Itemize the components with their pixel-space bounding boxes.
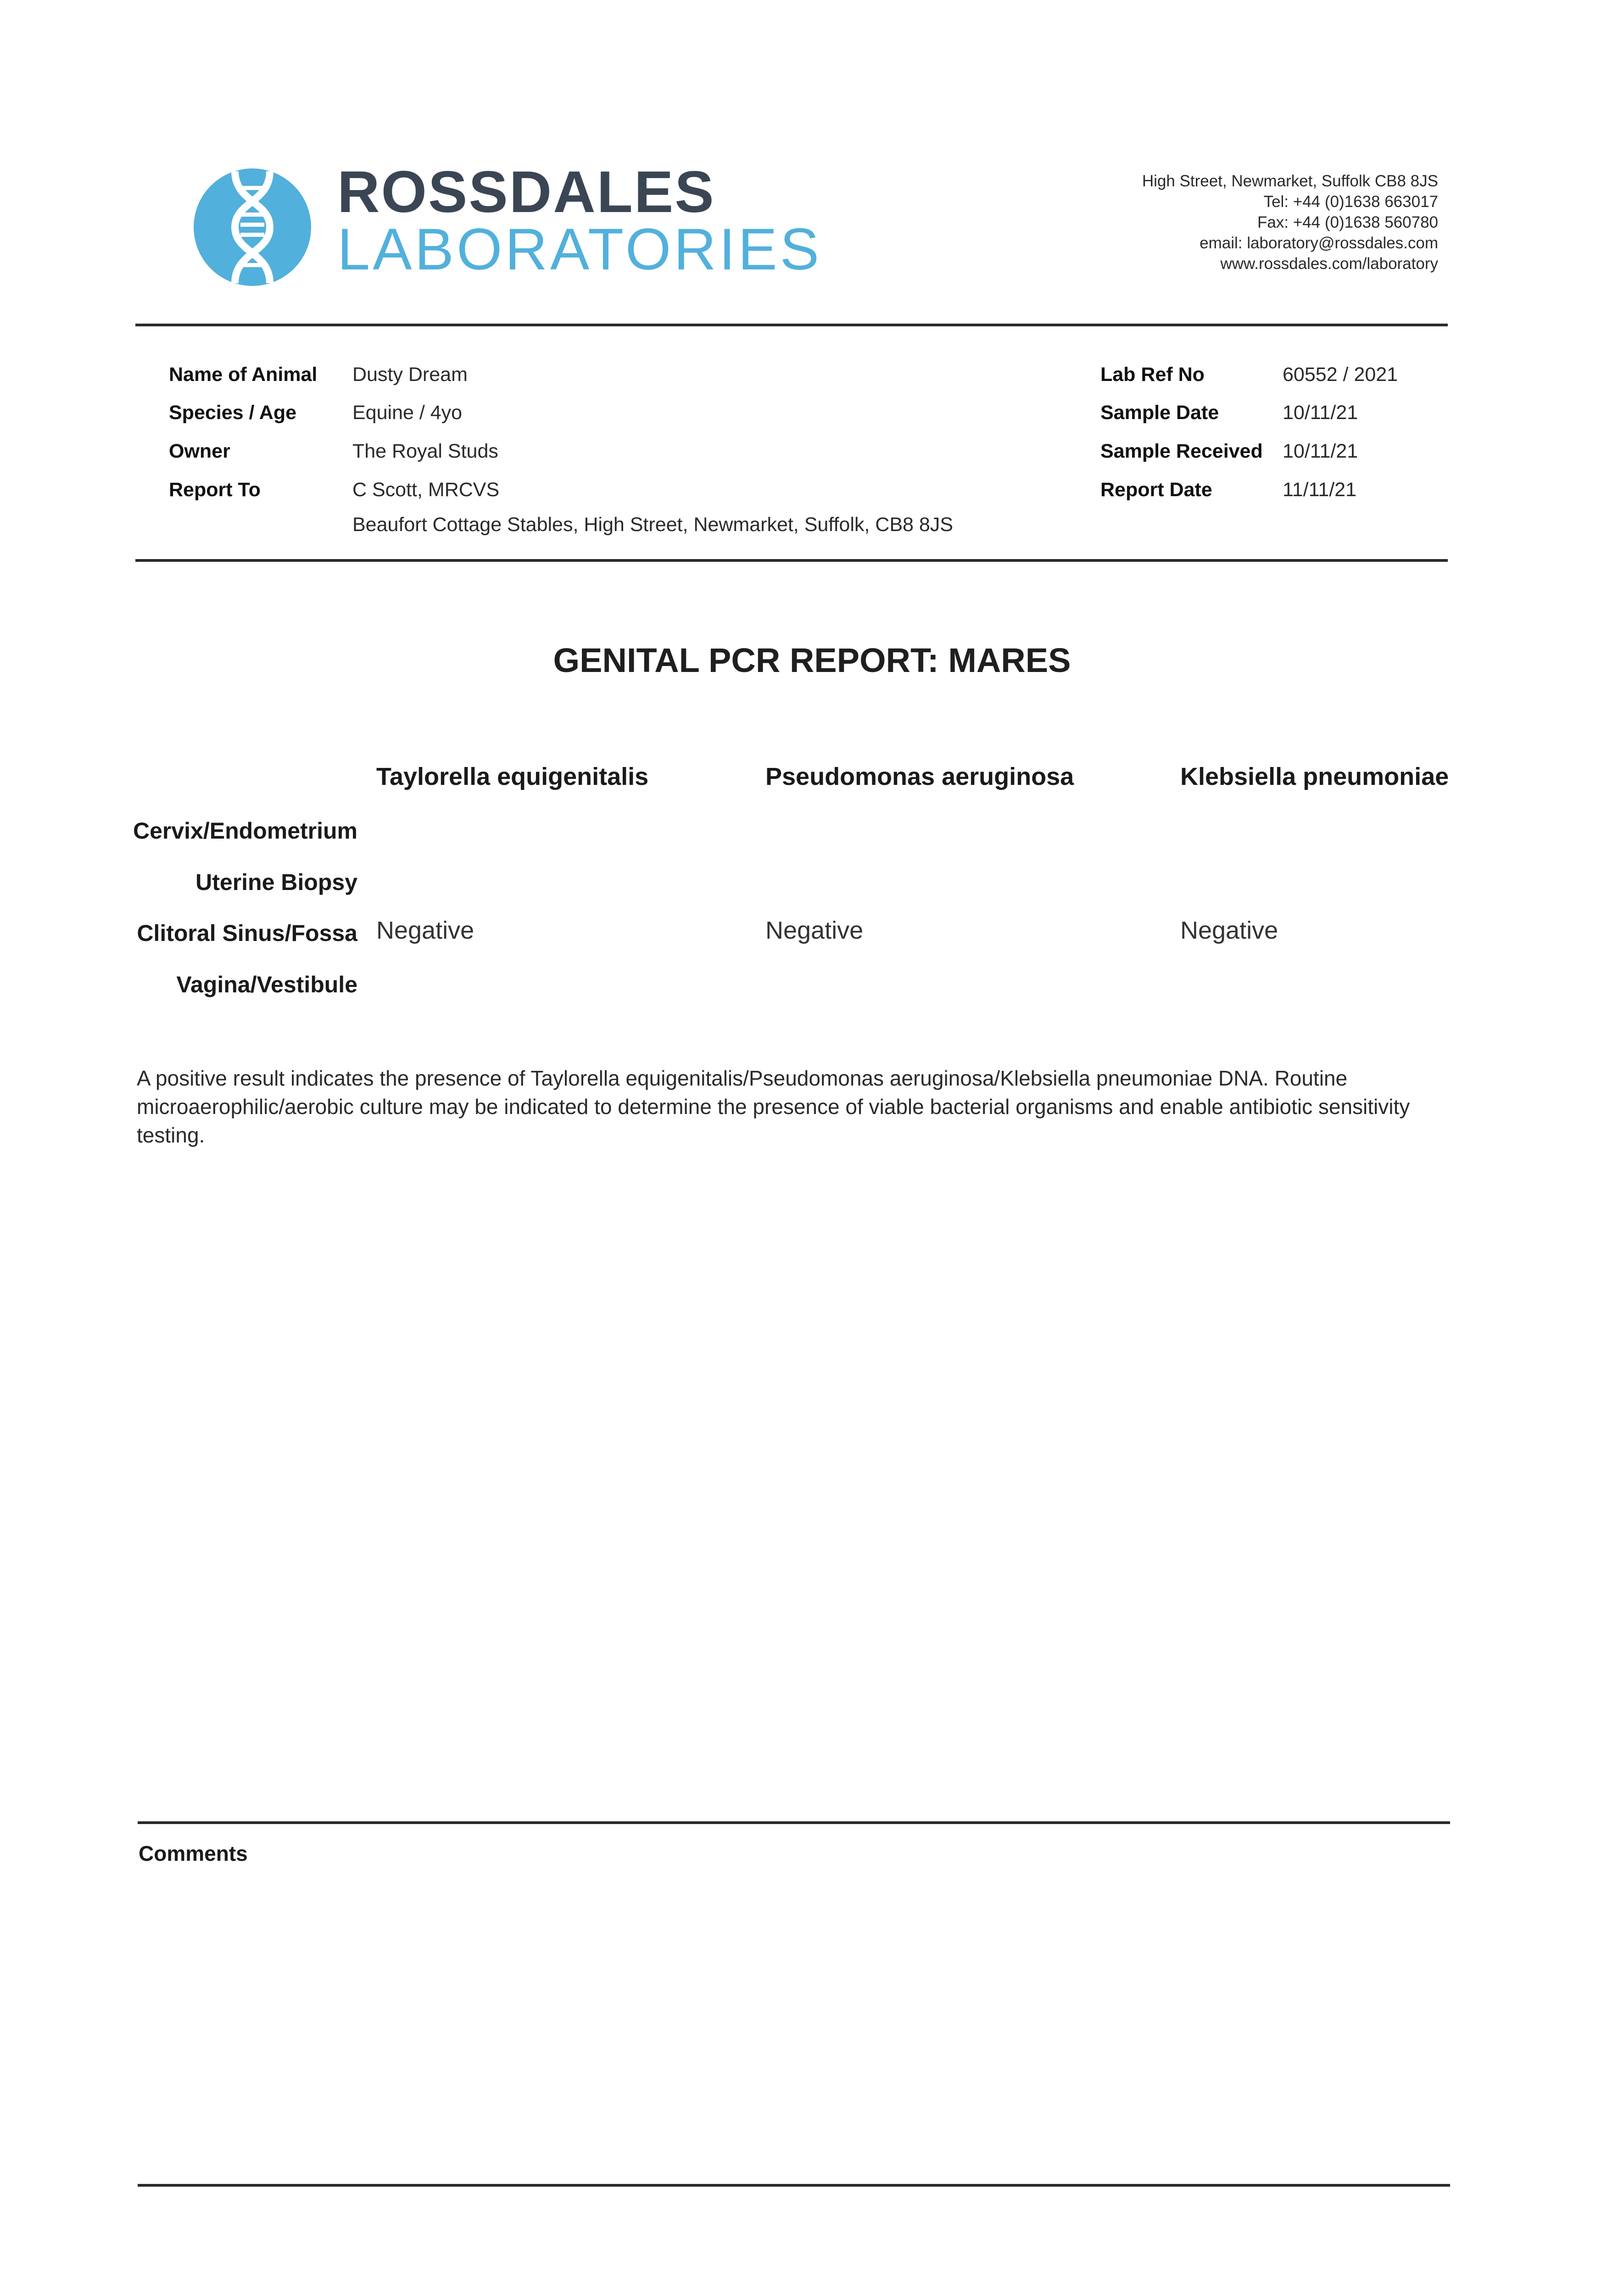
result-klebsiella: Negative xyxy=(1180,917,1278,944)
report-to-address: Beaufort Cottage Stables, High Street, Newmarket, Suffolk, CB8 8JS xyxy=(352,514,953,536)
owner-value: The Royal Studs xyxy=(352,440,498,462)
result-taylorella: Negative xyxy=(376,917,474,944)
owner-label: Owner xyxy=(169,440,230,462)
lab-address xyxy=(1142,171,1438,274)
address-line: High Street, Newmarket, Suffolk CB8 8JS xyxy=(1142,172,1438,190)
footer-divider xyxy=(138,2184,1450,2187)
sample-received-value: 10/11/21 xyxy=(1283,440,1358,462)
report-to-value: C Scott, MRCVS xyxy=(352,479,500,501)
lab-ref-label: Lab Ref No xyxy=(1100,364,1205,386)
row-header-cervix: Cervix/Endometrium xyxy=(133,818,357,844)
report-to-label: Report To xyxy=(169,479,261,501)
phone-line: Tel: +44 (0)1638 663017 xyxy=(1263,193,1438,211)
brand-name: ROSSDALES xyxy=(337,159,715,225)
name-label: Name of Animal xyxy=(169,364,318,386)
row-header-clitoral: Clitoral Sinus/Fossa xyxy=(137,920,357,946)
name-value: Dusty Dream xyxy=(352,364,468,386)
column-header-pseudomonas: Pseudomonas aeruginosa xyxy=(765,763,1074,790)
fax-line: Fax: +44 (0)1638 560780 xyxy=(1257,213,1438,231)
column-header-klebsiella: Klebsiella pneumoniae xyxy=(1180,763,1449,790)
report-title: GENITAL PCR REPORT: MARES xyxy=(553,641,1071,679)
comments-divider xyxy=(138,1821,1450,1824)
sample-date-value: 10/11/21 xyxy=(1283,402,1358,424)
sample-date-label: Sample Date xyxy=(1100,402,1219,424)
result-pseudomonas: Negative xyxy=(765,917,864,944)
sample-received-label: Sample Received xyxy=(1100,440,1263,462)
row-header-uterine: Uterine Biopsy xyxy=(195,869,357,895)
website-line: www.rossdales.com/laboratory xyxy=(1220,255,1438,273)
report-date-label: Report Date xyxy=(1100,479,1212,501)
report-date-value: 11/11/21 xyxy=(1283,479,1356,501)
lab-ref-value: 60552 / 2021 xyxy=(1283,364,1398,386)
dna-helix-icon xyxy=(184,158,321,296)
species-label: Species / Age xyxy=(169,402,297,424)
brand-subtitle: LABORATORIES xyxy=(337,217,822,282)
info-divider xyxy=(135,559,1448,562)
interpretation-note: A positive result indicates the presence of Taylorella equigenitalis/Pseudomonas aeruginosa/Klebsiella pneumoniae DNA. Routine microaerophilic/aerobic culture may be indicated to determine the presence of viable bacterial organisms and enable antibiotic sensitivity testing. xyxy=(137,1066,1410,1147)
email-line: email: laboratory@rossdales.com xyxy=(1200,234,1438,252)
header-divider xyxy=(135,324,1448,326)
species-value: Equine / 4yo xyxy=(352,402,463,424)
comments-label: Comments xyxy=(139,1842,248,1865)
column-header-taylorella: Taylorella equigenitalis xyxy=(376,763,649,790)
row-header-vagina: Vagina/Vestibule xyxy=(176,972,357,997)
